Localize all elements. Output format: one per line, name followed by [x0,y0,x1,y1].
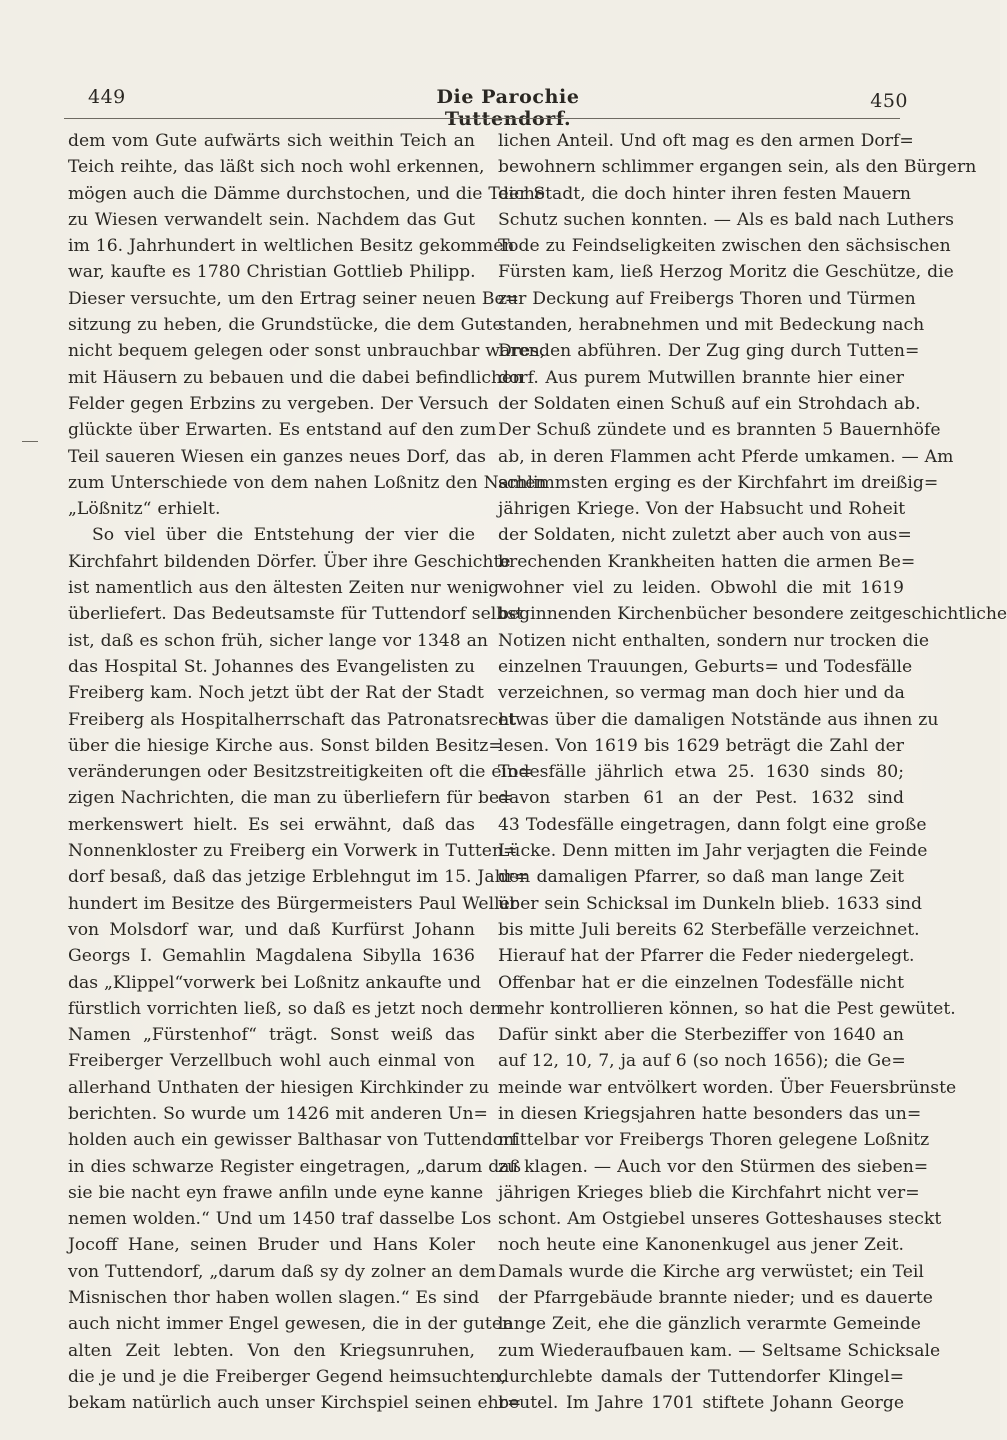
text-line: der Soldaten, nicht zuletzt aber auch von aus= [498,525,912,546]
text-line: schlimmsten erging es der Kirchfahrt im dreißig= [498,472,939,493]
text-line: Dieser versuchte, um den Ertrag seiner neuen Be= [68,288,520,309]
text-line: beginnenden Kirchenbücher besondere zeitgeschichtliche [498,604,1007,625]
text-line: Todesfälle jährlich etwa 25. 1630 sinds 80; [498,762,904,783]
text-line: auf 12, 10, 7, ja auf 6 (so noch 1656); die Ge= [498,1051,906,1072]
text-line: Dafür sinkt aber die Sterbeziffer von 1640 an [498,1025,904,1046]
text-line: nicht bequem gelegen oder sonst unbrauchbar waren, [68,341,546,362]
text-line: in diesen Kriegsjahren hatte besonders das un= [498,1103,922,1124]
text-line: der Pfarrgebäude brannte nieder; und es dauerte [498,1288,933,1309]
text-line: sie bie nacht eyn frawe anfiln unde eyne kanne [68,1182,484,1203]
text-line: Der Schuß zündete und es brannten 5 Bauernhöfe [498,420,941,441]
text-line: sitzung zu heben, die Grundstücke, die dem Gute [68,315,503,336]
text-line: etwas über die damaligen Notstände aus ihnen zu [498,709,939,730]
text-line: „Lößnitz“ erhielt. [68,499,221,520]
text-line: Notizen nicht enthalten, sondern nur trocken die [498,630,930,651]
text-line: alten Zeit lebten. Von den Kriegsunruhen, [68,1340,475,1361]
text-line: bis mitte Juli bereits 62 Sterbefälle verzeichnet. [498,919,920,940]
text-line: zur Deckung auf Freibergs Thoren und Türmen [498,288,916,309]
text-line: das Hospital St. Johannes des Evangelisten zu [68,656,475,677]
margin-mark [22,441,38,442]
text-line: ist, daß es schon früh, sicher lange vor 1348 an [68,630,488,651]
text-line: der Soldaten einen Schuß auf ein Strohdach ab. [498,393,921,414]
left-text-column [68,128,547,1417]
text-line: Damals wurde die Kirche arg verwüstet; ein Teil [498,1261,924,1282]
text-line: schont. Am Ostgiebel unseres Gotteshauses steckt [498,1209,942,1230]
text-line: fürstlich vorrichten ließ, so daß es jetzt noch den [68,998,502,1019]
left-page-number: 449 [88,86,126,108]
text-line: Freiberg als Hospitalherrschaft das Patronatsrecht [68,709,517,730]
text-line: davon starben 61 an der Pest. 1632 sind [498,788,904,809]
text-line: Freiberg kam. Noch jetzt übt der Rat der Stadt [68,683,484,704]
text-line: glückte über Erwarten. Es entstand auf den zum [68,420,497,441]
text-line: zu Wiesen verwandelt sein. Nachdem das Gut [68,209,475,230]
text-line: veränderungen oder Besitzstreitigkeiten oft die ein= [68,762,533,783]
right-page-number: 450 [870,90,908,112]
text-line: bekam natürlich auch unser Kirchspiel seinen ehr= [68,1393,522,1414]
text-line: allerhand Unthaten der hiesigen Kirchkinder zu [68,1077,490,1098]
text-line: mittelbar vor Freibergs Thoren gelegene Loßnitz [498,1130,930,1151]
text-line: So viel über die Entstehung der vier die [92,525,475,546]
text-line: 43 Todesfälle eingetragen, dann folgt eine große [498,814,927,835]
text-line: merkenswert hielt. Es sei erwähnt, daß das [68,814,475,835]
text-line: jährigen Kriege. Von der Habsucht und Roheit [498,499,906,520]
text-line: verzeichnen, so vermag man doch hier und da [498,683,905,704]
page-header [88,86,908,130]
text-line: standen, herabnehmen und mit Bedeckung nach [498,315,925,336]
text-line: in dies schwarze Register eingetragen, „darum daß [68,1156,521,1177]
text-line: ist namentlich aus den ältesten Zeiten nur wenig [68,578,500,599]
text-line: zum Unterschiede von dem nahen Loßnitz den Namen [68,472,547,493]
text-line: dorf besaß, daß das jetzige Erblehngut im 15. Jahr= [68,867,529,888]
text-line: lange Zeit, ehe die gänzlich verarmte Gemeinde [498,1314,921,1335]
text-line: von Molsdorf war, und daß Kurfürst Johann [68,919,475,940]
text-line: lesen. Von 1619 bis 1629 beträgt die Zahl der [498,735,904,756]
text-line: überliefert. Das Bedeutsamste für Tuttendorf selbst [68,604,524,625]
text-line: zigen Nachrichten, die man zu überliefern für be= [68,788,514,809]
text-line: wohner viel zu leiden. Obwohl die mit 1619 [498,578,904,599]
text-line: über die hiesige Kirche aus. Sonst bilden Besitz= [68,735,503,756]
text-line: brechenden Krankheiten hatten die armen Be= [498,551,916,572]
text-line: den damaligen Pfarrer, so daß man lange Zeit [498,867,904,888]
text-line: Teil saueren Wiesen ein ganzes neues Dorf, das [68,446,486,467]
text-line: Freiberger Verzellbuch wohl auch einmal von [68,1051,475,1072]
text-line: lichen Anteil. Und oft mag es den armen Dorf= [498,131,914,151]
text-line: Namen „Fürstenhof“ trägt. Sonst weiß das [68,1025,475,1046]
text-line: die je und je die Freiberger Gegend heimsuchten, [68,1366,507,1387]
text-line: dorf. Aus purem Mutwillen brannte hier einer [498,367,904,388]
text-line: im 16. Jahrhundert in weltlichen Besitz gekommen [68,236,515,257]
text-line: Tode zu Feindseligkeiten zwischen den sächsischen [498,236,951,257]
text-line: ab, in deren Flammen acht Pferde umkamen. — Am [498,446,954,467]
text-line: Teich reihte, das läßt sich noch wohl erkennen, [68,157,485,178]
right-text-column [498,128,1007,1417]
text-line: Georgs I. Gemahlin Magdalena Sibylla 1636 [68,946,475,967]
text-line: mehr kontrollieren können, so hat die Pest gewütet. [498,998,956,1019]
text-line: Dresden abführen. Der Zug ging durch Tutten= [498,341,920,362]
text-line: von Tuttendorf, „darum daß sy dy zolner an dem [68,1261,497,1282]
text-line: dem vom Gute aufwärts sich weithin Teich an [68,131,475,151]
text-line: Hierauf hat der Pfarrer die Feder niedergelegt. [498,946,915,967]
text-line: auch nicht immer Engel gewesen, die in der guten [68,1314,514,1335]
text-line: war, kaufte es 1780 Christian Gottlieb Philipp. [68,262,476,283]
text-line: mit Häusern zu bebauen und die dabei befindlichen [68,367,524,388]
text-line: mögen auch die Dämme durchstochen, und die Teiche [68,183,546,204]
text-line: Kirchfahrt bildenden Dörfer. Über ihre Geschichte [68,551,511,572]
text-line: berichten. So wurde um 1426 mit anderen Un= [68,1103,488,1124]
text-line: einzelnen Trauungen, Geburts= und Todesfälle [498,656,913,677]
text-line: hundert im Besitze des Bürgermeisters Paul Weller [68,893,518,914]
text-line: meinde war entvölkert worden. Über Feuersbrünste [498,1077,957,1098]
text-line: durchlebte damals der Tuttendorfer Klingel= [498,1366,904,1387]
text-line: Nonnenkloster zu Freiberg ein Vorwerk in Tutten= [68,841,518,862]
text-line: beutel. Im Jahre 1701 stiftete Johann George [498,1393,904,1414]
text-line: bewohnern schlimmer ergangen sein, als den Bürgern [498,157,977,178]
text-line: jährigen Krieges blieb die Kirchfahrt nicht ver= [498,1182,920,1203]
text-line: holden auch ein gewisser Balthasar von Tuttendorf [68,1130,518,1151]
text-line: Schutz suchen konnten. — Als es bald nach Luthers [498,209,954,230]
text-line: noch heute eine Kanonenkugel aus jener Zeit. [498,1235,904,1256]
text-line: zu klagen. — Auch vor den Stürmen des sieben= [498,1156,929,1177]
text-line: der Stadt, die doch hinter ihren festen Mauern [498,183,911,204]
text-line: Lücke. Denn mitten im Jahr verjagten die Feinde [498,841,928,862]
running-title: Die Parochie Tuttendorf. [436,86,580,130]
text-line: Offenbar hat er die einzelnen Todesfälle nicht [498,972,904,993]
text-line: zum Wiederaufbauen kam. — Seltsame Schicksale [498,1340,941,1361]
text-line: Felder gegen Erbzins zu vergeben. Der Versuch [68,393,489,414]
text-line: nemen wolden.“ Und um 1450 traf dasselbe Los [68,1209,492,1230]
text-line: über sein Schicksal im Dunkeln blieb. 1633 sind [498,893,922,914]
header-rule [64,118,900,119]
text-line: Misnischen thor haben wollen slagen.“ Es sind [68,1288,480,1309]
text-line: Fürsten kam, ließ Herzog Moritz die Geschütze, die [498,262,954,283]
text-line: das „Klippel“vorwerk bei Loßnitz ankaufte und [68,972,481,993]
text-line: Jocoff Hane, seinen Bruder und Hans Koler [68,1235,475,1256]
